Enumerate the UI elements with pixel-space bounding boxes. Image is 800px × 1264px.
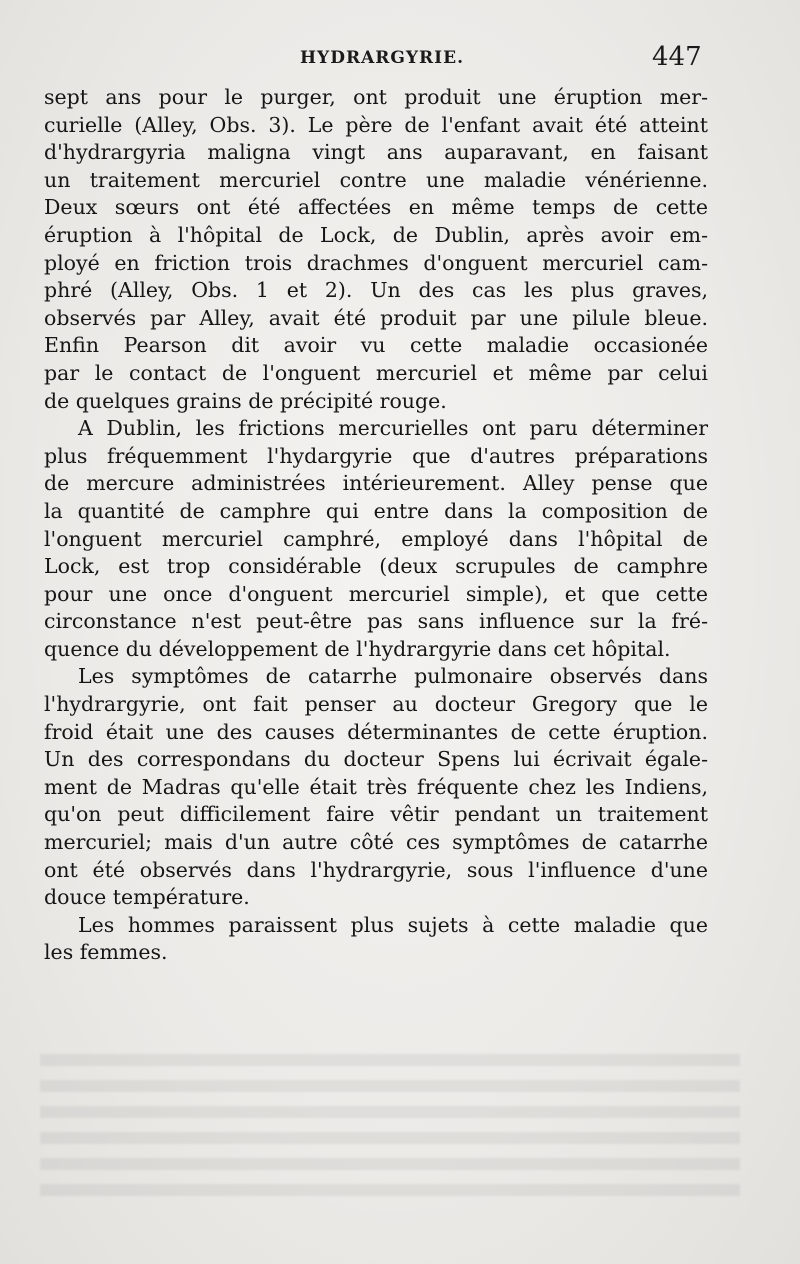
- text-line: Lock, est trop considérable (deux scrupules de camphre: [44, 554, 708, 579]
- page-header: [0, 40, 800, 80]
- text-line: d'hydrargyria maligna vingt ans auparavant, en faisant: [44, 140, 708, 165]
- text-line: sept ans pour le purger, ont produit une éruption mer-: [44, 85, 708, 109]
- text-line: ment de Madras qu'elle était très fréquente chez les Indiens,: [44, 774, 708, 799]
- body-text: [44, 84, 708, 967]
- text-line: froid était une des causes déterminantes de cette éruption.: [44, 719, 708, 744]
- page-number: 447: [652, 42, 702, 72]
- text-line: quence du développement de l'hydrargyrie dans cet hôpital.: [44, 636, 671, 661]
- text-line: phré (Alley, Obs. 1 et 2). Un des cas les plus graves,: [44, 278, 708, 303]
- text-line: éruption à l'hôpital de Lock, de Dublin, après avoir em-: [44, 222, 708, 247]
- text-line: par le contact de l'onguent mercuriel et même par celui: [44, 360, 708, 385]
- text-line: de mercure administrées intérieurement. Alley pense que: [44, 471, 708, 496]
- text-line: observés par Alley, avait été produit par une pilule bleue.: [44, 305, 708, 330]
- text-line: l'hydrargyrie, ont fait penser au docteur Gregory que le: [44, 692, 708, 717]
- text-line: Un des correspondans du docteur Spens lui écrivait égale-: [44, 747, 708, 772]
- text-line: A Dublin, les frictions mercurielles ont paru déterminer: [78, 416, 708, 441]
- text-line: la quantité de camphre qui entre dans la composition de: [44, 498, 708, 523]
- text-line: ployé en friction trois drachmes d'onguent mercuriel cam-: [44, 250, 708, 275]
- text-line: les femmes.: [44, 940, 168, 965]
- text-line: qu'on peut difficilement faire vêtir pendant un traitement: [44, 802, 708, 827]
- text-line: curielle (Alley, Obs. 3). Le père de l'enfant avait été atteint: [44, 112, 708, 137]
- text-line: un traitement mercuriel contre une maladie vénérienne.: [44, 167, 708, 192]
- text-line: Les hommes paraissent plus sujets à cette maladie que: [78, 912, 708, 937]
- text-line: douce température.: [44, 885, 250, 910]
- running-head: HYDRARGYRIE.: [300, 48, 464, 68]
- text-line: pour une once d'onguent mercuriel simple), et que cette: [44, 581, 708, 606]
- text-line: de quelques grains de précipité rouge.: [44, 388, 447, 413]
- text-line: l'onguent mercuriel camphré, employé dans l'hôpital de: [44, 526, 708, 551]
- text-line: ont été observés dans l'hydrargyrie, sous l'influence d'une: [44, 857, 708, 882]
- text-line: Deux sœurs ont été affectées en même temps de cette: [44, 195, 708, 220]
- text-line: circonstance n'est peut-être pas sans influence sur la fré-: [44, 609, 708, 634]
- text-line: Les symptômes de catarrhe pulmonaire observés dans: [78, 664, 708, 689]
- bleed-through-shading: [40, 1040, 740, 1200]
- text-line: Enfin Pearson dit avoir vu cette maladie occasionée: [44, 333, 708, 358]
- text-line: plus fréquemment l'hydargyrie que d'autres préparations: [44, 443, 708, 468]
- text-line: mercuriel; mais d'un autre côté ces symptômes de catarrhe: [44, 830, 708, 855]
